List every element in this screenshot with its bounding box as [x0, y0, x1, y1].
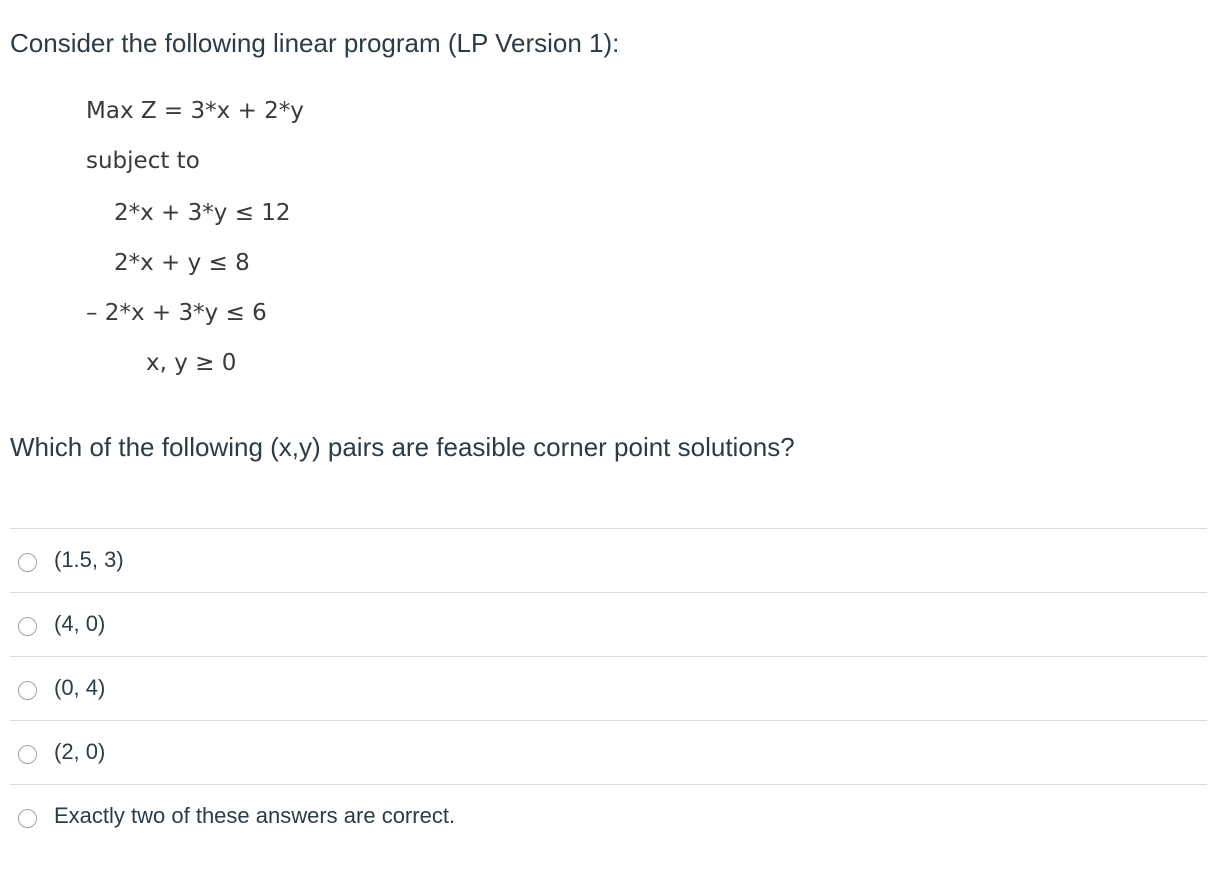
answer-label[interactable]: (2, 0) [54, 739, 106, 764]
question-intro: Consider the following linear program (LP Version 1): [10, 28, 620, 58]
answer-option-3[interactable] [10, 656, 1207, 720]
lp-constraint-3: – 2*x + 3*y ≤ 6 [86, 300, 267, 326]
lp-formulation [84, 92, 344, 382]
lp-objective: Max Z = 3*x + 2*y [86, 98, 304, 124]
radio-button[interactable] [18, 809, 37, 828]
answer-option-5[interactable] [10, 784, 1207, 848]
lp-constraint-1: 2*x + 3*y ≤ 12 [114, 200, 291, 226]
lp-nonnegativity: x, y ≥ 0 [146, 350, 237, 376]
answer-label[interactable]: (4, 0) [54, 611, 106, 636]
radio-button[interactable] [18, 681, 37, 700]
answer-option-4[interactable] [10, 720, 1207, 784]
radio-button[interactable] [18, 617, 37, 636]
radio-button[interactable] [18, 553, 37, 572]
lp-subject-to: subject to [86, 148, 200, 174]
lp-constraint-2: 2*x + y ≤ 8 [114, 250, 250, 276]
answer-list [10, 528, 1207, 848]
answer-option-1[interactable] [10, 528, 1207, 592]
answer-option-2[interactable] [10, 592, 1207, 656]
answer-label[interactable]: (1.5, 3) [54, 547, 124, 572]
radio-button[interactable] [18, 745, 37, 764]
answer-label[interactable]: (0, 4) [54, 675, 106, 700]
question-prompt: Which of the following (x,y) pairs are feasible corner point solutions? [10, 432, 795, 462]
answer-label[interactable]: Exactly two of these answers are correct. [54, 803, 456, 828]
